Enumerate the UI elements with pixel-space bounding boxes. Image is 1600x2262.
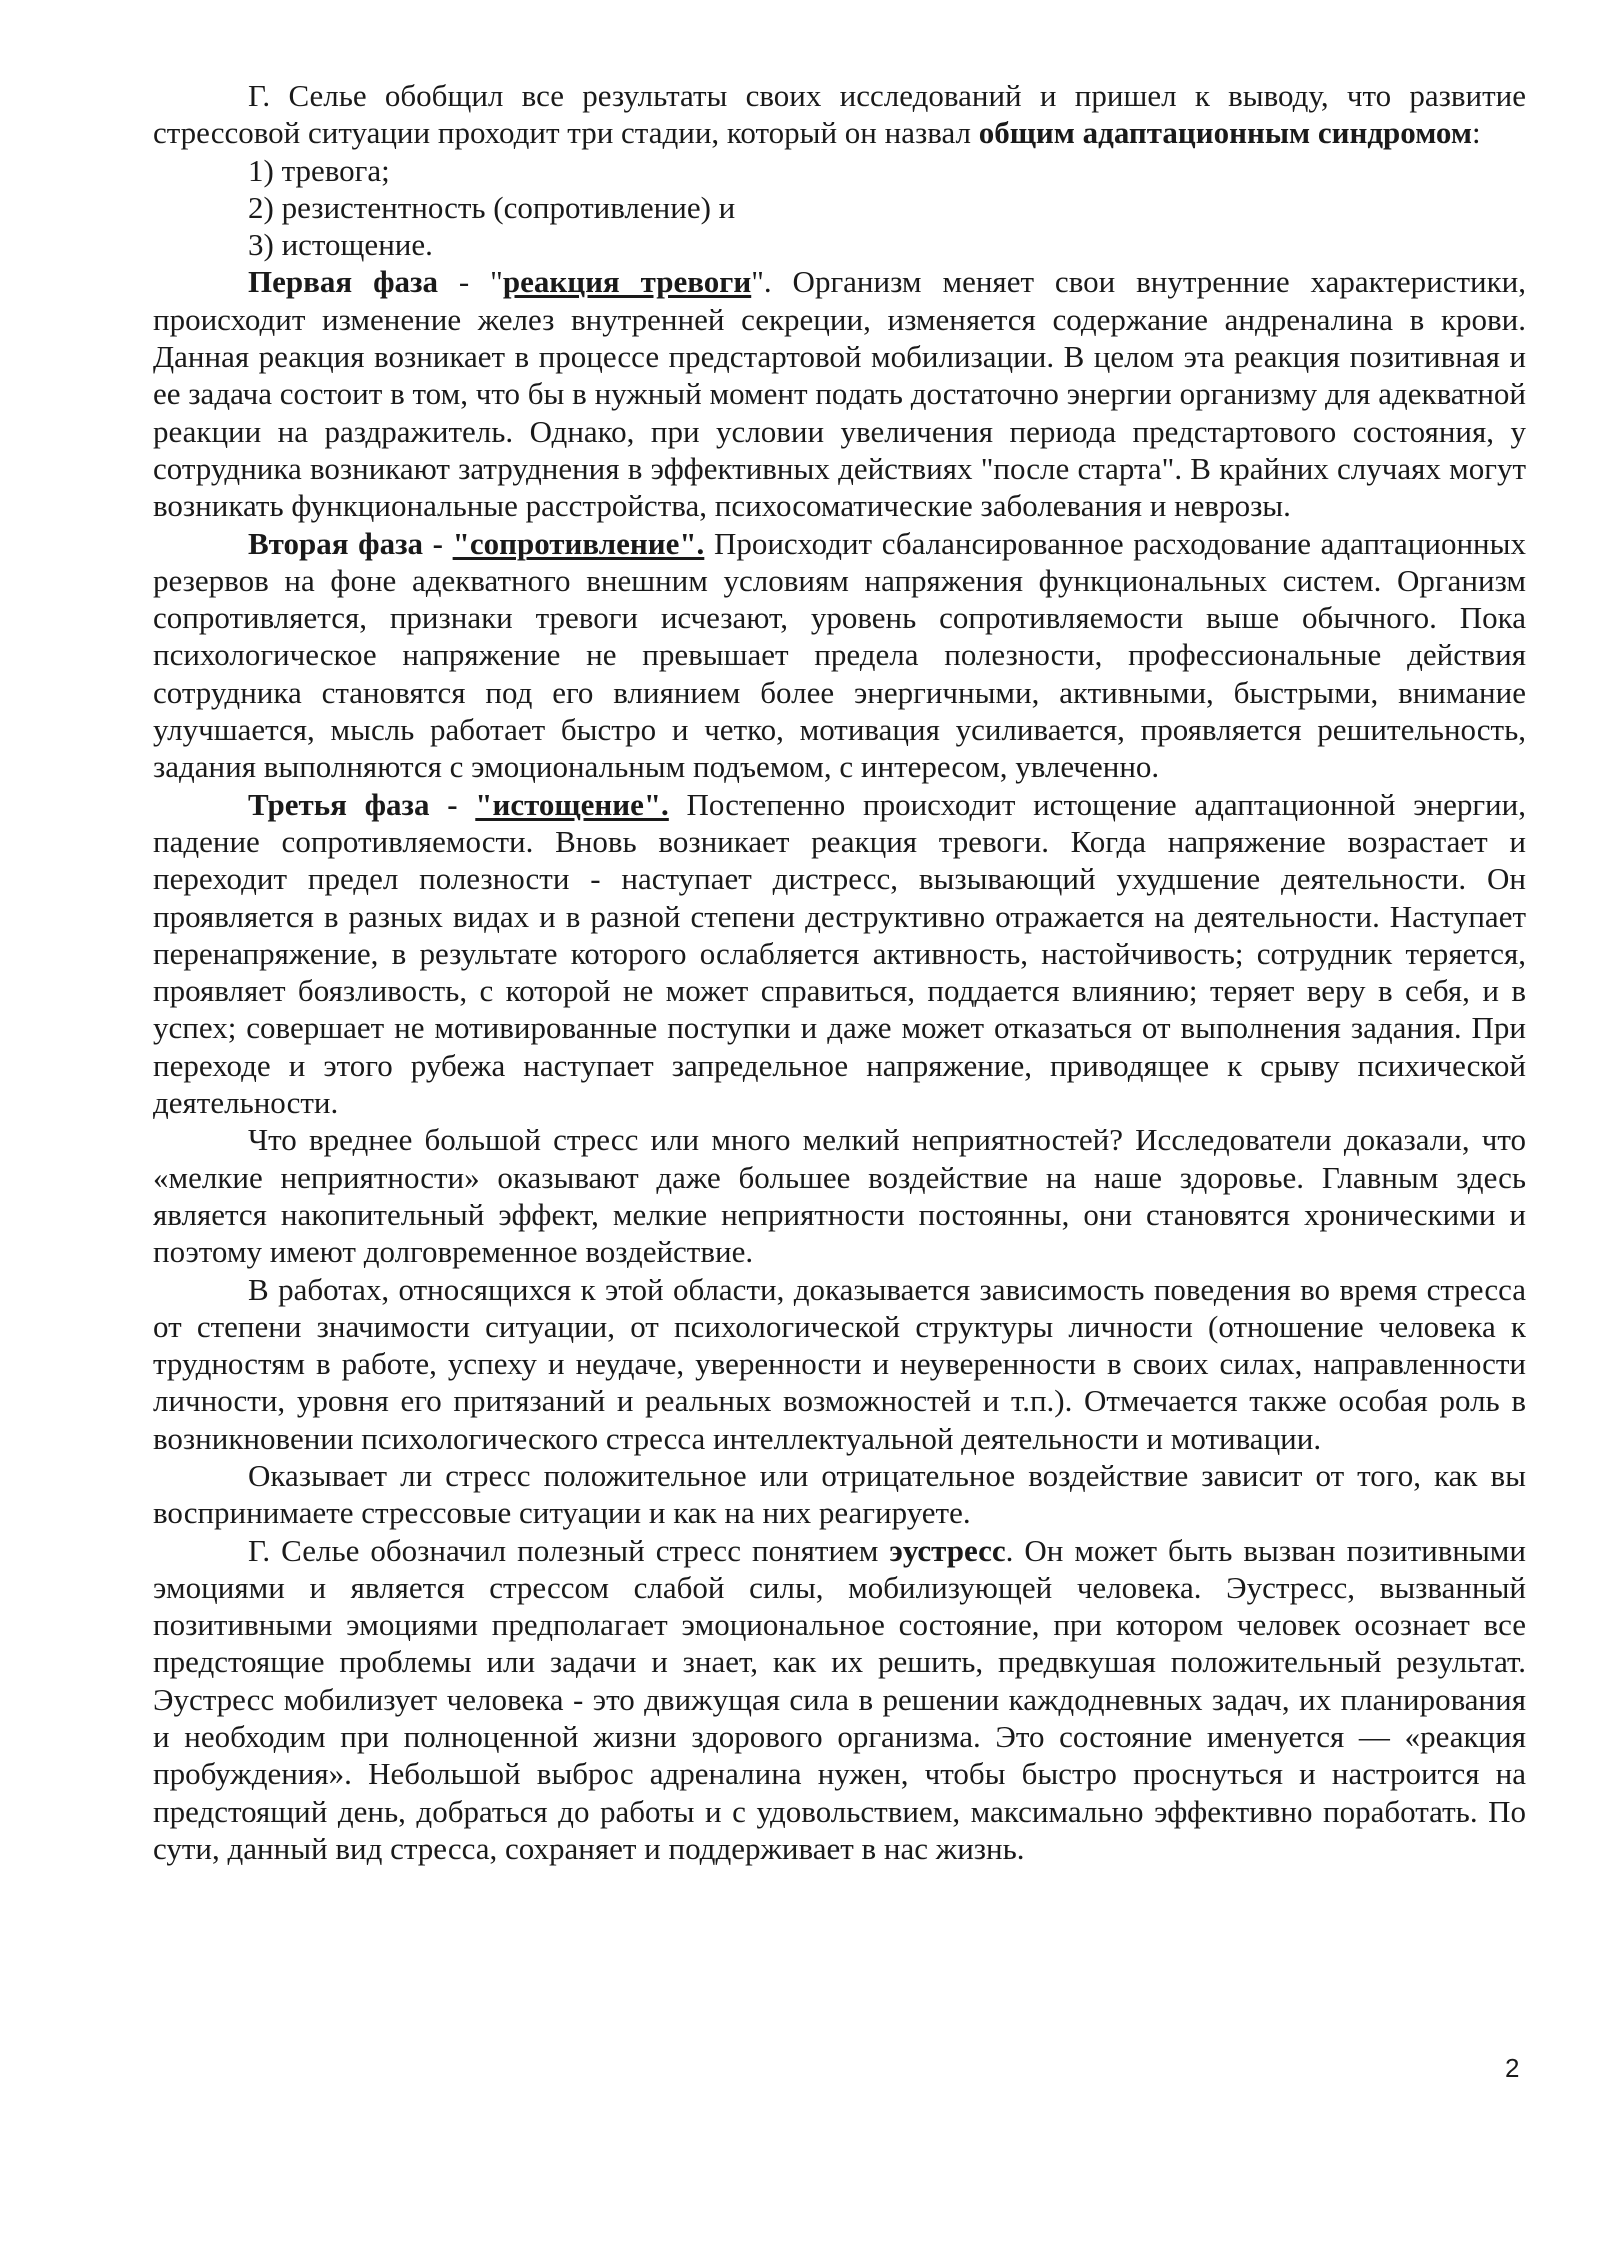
phase-3-label: Третья фаза [248, 786, 430, 822]
phase-2-name: "сопротивление". [452, 525, 705, 561]
phase-2-text: Происходит сбалансированное расходование адаптационных резервов на фоне адекватного внешним условиям напряжения функциональных систем. Организм сопротивляется, признаки тревоги исчезают, уровень сопротивляемости выше обычного. Пока психологическое напряжение не превышает предела полезности, профессиональные действия сотрудника становятся под его влиянием более энергичными, активными, быстрыми, внимание улучшается, мысль работает быстро и четко, мотивация усиливается, проявляется решительность, задания выполняются с эмоциональным подъемом, с интересом, увлеченно. [153, 525, 1526, 785]
term-eustress: эустресс [889, 1532, 1006, 1568]
list-item-2: 2) резистентность (сопротивление) и [248, 189, 736, 225]
paragraph-question: Что вреднее большой стресс или много мелкий неприятностей? Исследователи доказали, что «мелкие неприятности» оказывают даже большее воздействие на наше здоровье. Главным здесь является накопительный эффект, мелкие неприятности постоянны, они становятся хроническими и поэтому имеют долговременное воздействие. [153, 1122, 1526, 1270]
intro-text: Г. Селье обобщил все результаты своих исследований и пришел к выводу, что развитие стрессовой ситуации проходит три стадии, который он назвал [153, 78, 1526, 151]
phase-1-name: реакция тревоги [502, 264, 752, 300]
eustress-tail: . Он может быть вызван позитивными эмоциями и является стрессом слабой силы, мобилизующей человека. Эустресс, вызванный позитивными эмоциями предполагает эмоциональное состояние, при котором человек осознает все предстоящие проблемы или задачи и знает, как их решить, предвкушая положительный результат. Эустресс мобилизует человека - это движущая сила в решении каждодневных задач, их планирования и необходим при полноценной жизни здорового организма. Это состояние именуется — «реакция пробуждения». Небольшой выброс адреналина нужен, чтобы быстро проснуться и настроится на предстоящий день, добраться до работы и с удовольствием, максимально эффективно поработать. По сути, данный вид стресса, сохраняет и поддерживает в нас жизнь. [153, 1532, 1526, 1866]
phase-1-dash: - " [437, 264, 503, 300]
phase-3-dash: - [429, 786, 476, 822]
eustress-text: Г. Селье обозначил полезный стресс понятием [248, 1532, 890, 1568]
paragraph-phase-1 [153, 263, 1526, 524]
intro-tail: : [1471, 115, 1481, 151]
phase-2-dash: - [423, 525, 453, 561]
phase-3-name: "истощение". [475, 786, 669, 822]
list-item-1: 1) тревога; [248, 152, 390, 188]
paragraph-intro [153, 77, 1526, 152]
paragraph-eustress [153, 1532, 1526, 1868]
phase-2-label: Вторая фаза [248, 525, 424, 561]
page-number: 2 [1505, 2053, 1520, 2083]
paragraph-phase-3 [153, 786, 1526, 1122]
list-item-3: 3) истощение. [248, 227, 433, 263]
paragraph-stress-effect: Оказывает ли стресс положительное или отрицательное воздействие зависит от того, как вы воспринимаете стрессовые ситуации и как на них реагируете. [153, 1457, 1526, 1531]
phase-1-text: ". Организм меняет свои внутренние характеристики, происходит изменение желез внутренней секреции, изменяется содержание андреналина в крови. Данная реакция возникает в процессе предстартовой мобилизации. В целом эта реакция позитивная и ее задача состоит в том, что бы в нужный момент подать достаточно энергии организму для адекватной реакции на раздражитель. Однако, при условии увеличения периода предстартового состояния, у сотрудника возникают затруднения в эффективных действиях "после старта". В крайних случаях могут возникать функциональные расстройства, психосоматические заболевания и неврозы. [153, 264, 1526, 524]
paragraph-research-works: В работах, относящихся к этой области, доказывается зависимость поведения во время стресса от степени значимости ситуации, от психологической структуры личности (отношение человека к трудностям в работе, успеху и неудаче, уверенности и неуверенности в своих силах, направленности личности, уровня его притязаний и реальных возможностей и т.п.). Отмечается также особая роль в возникновении психологического стресса интеллектуальной деятельности и мотивации. [153, 1271, 1526, 1456]
document-body [153, 77, 1526, 1867]
paragraph-phase-2 [153, 525, 1526, 786]
phase-3-text: Постепенно происходит истощение адаптационной энергии, падение сопротивляемости. Вновь возникает реакция тревоги. Когда напряжение возрастает и переходит предел полезности - наступает дистресс, вызывающий ухудшение деятельности. Он проявляется в разных видах и в разной степени деструктивно отражается на деятельности. Наступает перенапряжение, в результате которого ослабляется активность, настойчивость; сотрудник теряется, проявляет боязливость, с которой не может справиться, поддается влиянию; теряет веру в себя, и в успех; совершает не мотивированные поступки и даже может отказаться от выполнения задания. При переходе и этого рубежа наступает запредельное напряжение, приводящее к срыву психической деятельности. [153, 786, 1526, 1121]
term-general-adaptation-syndrome: общим адаптационным синдромом [978, 115, 1472, 151]
phase-1-label: Первая фаза [248, 264, 438, 300]
